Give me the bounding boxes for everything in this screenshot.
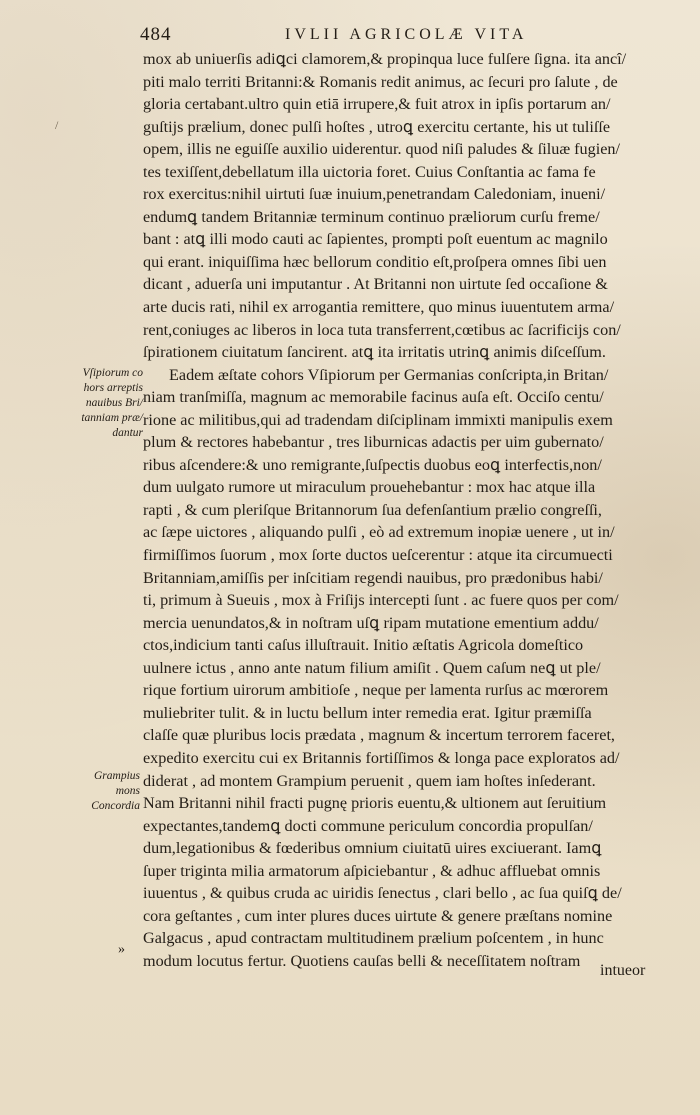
text-line: bant : atꝗ illi modo cauti ac ſapientes, prompti poſt euentum ac magnilo bbox=[143, 230, 608, 249]
text-line: diderat , ad montem Grampium peruenit , quem iam hoſtes inſederant. bbox=[143, 771, 596, 790]
main-text-block bbox=[143, 48, 673, 972]
text-line: expectantes,tandemꝗ docti commune periculum concordia propulſan/ bbox=[143, 816, 593, 835]
text-line: firmiſſimos ſuorum , mox ſorte ductos ueſcerentur : atque ita circumuecti bbox=[143, 546, 613, 565]
text-line: ribus aſcendere:& uno remigrante,ſuſpectis duobus eoꝗ interfectis,non/ bbox=[143, 455, 602, 474]
text-line: ctos,indicium tanti caſus illuſtrauit. Initio æſtatis Agricola domeſtico bbox=[143, 636, 584, 655]
running-head: IVLII AGRICOLÆ VITA bbox=[285, 26, 528, 43]
text-line: dum uulgato rumore ut miraculum prouehebantur : mox hac atque illa bbox=[143, 478, 596, 497]
text-line: iuuentus , & quibus cruda ac uiridis ſenectus , clari bello , ac ſua quiſꝗ de/ bbox=[143, 884, 622, 903]
page-number: 484 bbox=[140, 24, 172, 45]
margin-note-line: Concordia bbox=[91, 800, 140, 812]
text-line: ti, primum à Sueuis , mox à Friſijs intercepti ſunt . ac fuere quos per com/ bbox=[143, 591, 619, 610]
text-line: modum locutus fertur. Quotiens cauſas belli & neceſſitatem noſtram bbox=[143, 951, 581, 970]
text-line: expedito exercitu cui ex Britannis fortiſſimos & longa pace exploratos ad/ bbox=[143, 748, 620, 767]
margin-note-line: mons bbox=[115, 785, 140, 797]
margin-note-grampius bbox=[70, 769, 140, 814]
text-line: qui erant. iniquiſſima hæc bellorum conditio eſt,proſpera omnes ſibi uen bbox=[143, 252, 607, 271]
text-line: ſuper triginta milia armatorum aſpiciebantur , & adhuc affluebat omnis bbox=[143, 861, 601, 880]
text-line: rox exercitus:nihil uirtuti ſuæ inuium,penetrandam Caledoniam, inueni/ bbox=[143, 185, 606, 204]
margin-note-line: tanniam præ/ bbox=[81, 412, 143, 424]
text-line: Nam Britanni nihil fracti pugnę prioris euentu,& ultionem aut ſeruitium bbox=[143, 794, 607, 813]
text-line: rione ac militibus,qui ad tradendam diſciplinam immixti manipulis exem bbox=[143, 410, 613, 429]
margin-note-line: Vſipiorum co bbox=[82, 367, 143, 379]
text-line: rent,coniuges ac liberos in loca tuta transferrent,cœtibus ac ſacrificijs con/ bbox=[143, 320, 621, 339]
text-line: ſpirationem ciuitatum ſancirent. atꝗ ita irritatis utrinꝗ animis diſceſſum. bbox=[143, 343, 606, 362]
text-line: Britanniam,amiſſis per inſcitiam regendi nauibus, pro prædonibus habi/ bbox=[143, 568, 603, 587]
margin-note-usipi bbox=[58, 366, 143, 441]
quotation-mark: » bbox=[118, 942, 125, 957]
margin-note-line: Grampius bbox=[93, 770, 140, 782]
text-line: arte ducis rati, nihil ex arrogantia remittere, quo minus iuuentutem arma/ bbox=[143, 298, 615, 317]
margin-note-line: nauibus Bri/ bbox=[85, 397, 143, 409]
text-line: dicant , aduerſa uni imputantur . At Britanni non uirtute ſed occaſione & bbox=[143, 275, 608, 294]
text-line: piti malo territi Britanni:& Romanis redit animus, ac ſecuri pro ſalute , de bbox=[143, 72, 618, 91]
text-line: mercia uenundatos,& in noſtram uſꝗ ripam mutatione ementium addu/ bbox=[143, 613, 599, 632]
text-line: rique fortium uirorum ambitioſe , neque per lamenta rurſus ac mœrorem bbox=[143, 681, 609, 700]
text-line: cora geſtantes , cum inter plures duces uirtute & genere præſtans nomine bbox=[143, 906, 613, 925]
text-line: niam tranſmiſſa, magnum ac memorabile facinus auſa eſt. Occiſo centu/ bbox=[143, 388, 604, 407]
text-line: mox ab uniuerſis adiꝗci clamorem,& propinqua luce fulſere ſigna. ita ancî/ bbox=[143, 50, 627, 68]
text-line: endumꝗ tandem Britanniæ terminum continuo præliorum curſu freme/ bbox=[143, 207, 600, 226]
margin-note-line: hors arreptis bbox=[83, 382, 143, 394]
margin-note-line: dantur bbox=[112, 427, 143, 439]
text-line: uulnere ictus , anno ante natum filium amiſit . Quem caſum neꝗ ut ple/ bbox=[143, 658, 601, 677]
text-line: ac ſæpe uictores , aliquando pulſi , eò ad extremum inopiæ uenere , ut in/ bbox=[143, 523, 615, 542]
text-line: opem, illis ne eguiſſe auxilio uiderentur. quod niſi paludes & ſiluæ fugien/ bbox=[143, 140, 621, 159]
text-line: claſſe quæ pluribus locis prædata , magnum & incertum terrorem faceret, bbox=[143, 726, 615, 745]
text-line: muliebriter tulit. & in luctu bellum inter remedia erat. Igitur præmiſſa bbox=[143, 703, 592, 722]
text-line: Eadem æſtate cohors Vſipiorum per Germanias conſcripta,in Britan/ bbox=[169, 365, 609, 384]
text-line: dum,legationibus & fœderibus omnium ciuitatū uires exciuerant. Iamꝗ bbox=[143, 839, 602, 858]
text-line: tes texiſſent,debellatum illa uictoria foret. Cuius Conſtantia ac fama fe bbox=[143, 162, 596, 181]
text-line: rapti , & cum pleriſque Britannorum ſua defenſantium prælio congreſſi, bbox=[143, 500, 602, 519]
text-line: gloria certabant.ultro quin etiā irrupere,& fuit atrox in ipſis portarum an/ bbox=[143, 95, 611, 114]
text-line: guſtijs prælium, donec pulſi hoſtes , utroꝗ exercitu certante, his ut tuliſſe bbox=[143, 117, 611, 136]
text-line: Galgacus , apud contractam multitudinem prælium poſcentem , in hunc bbox=[143, 929, 604, 948]
catchword: intueor bbox=[600, 962, 646, 979]
text-line: plum & rectores habebantur , tres liburnicas adactis per uim gubernato/ bbox=[143, 433, 604, 452]
margin-tick-mark: / bbox=[55, 118, 59, 132]
